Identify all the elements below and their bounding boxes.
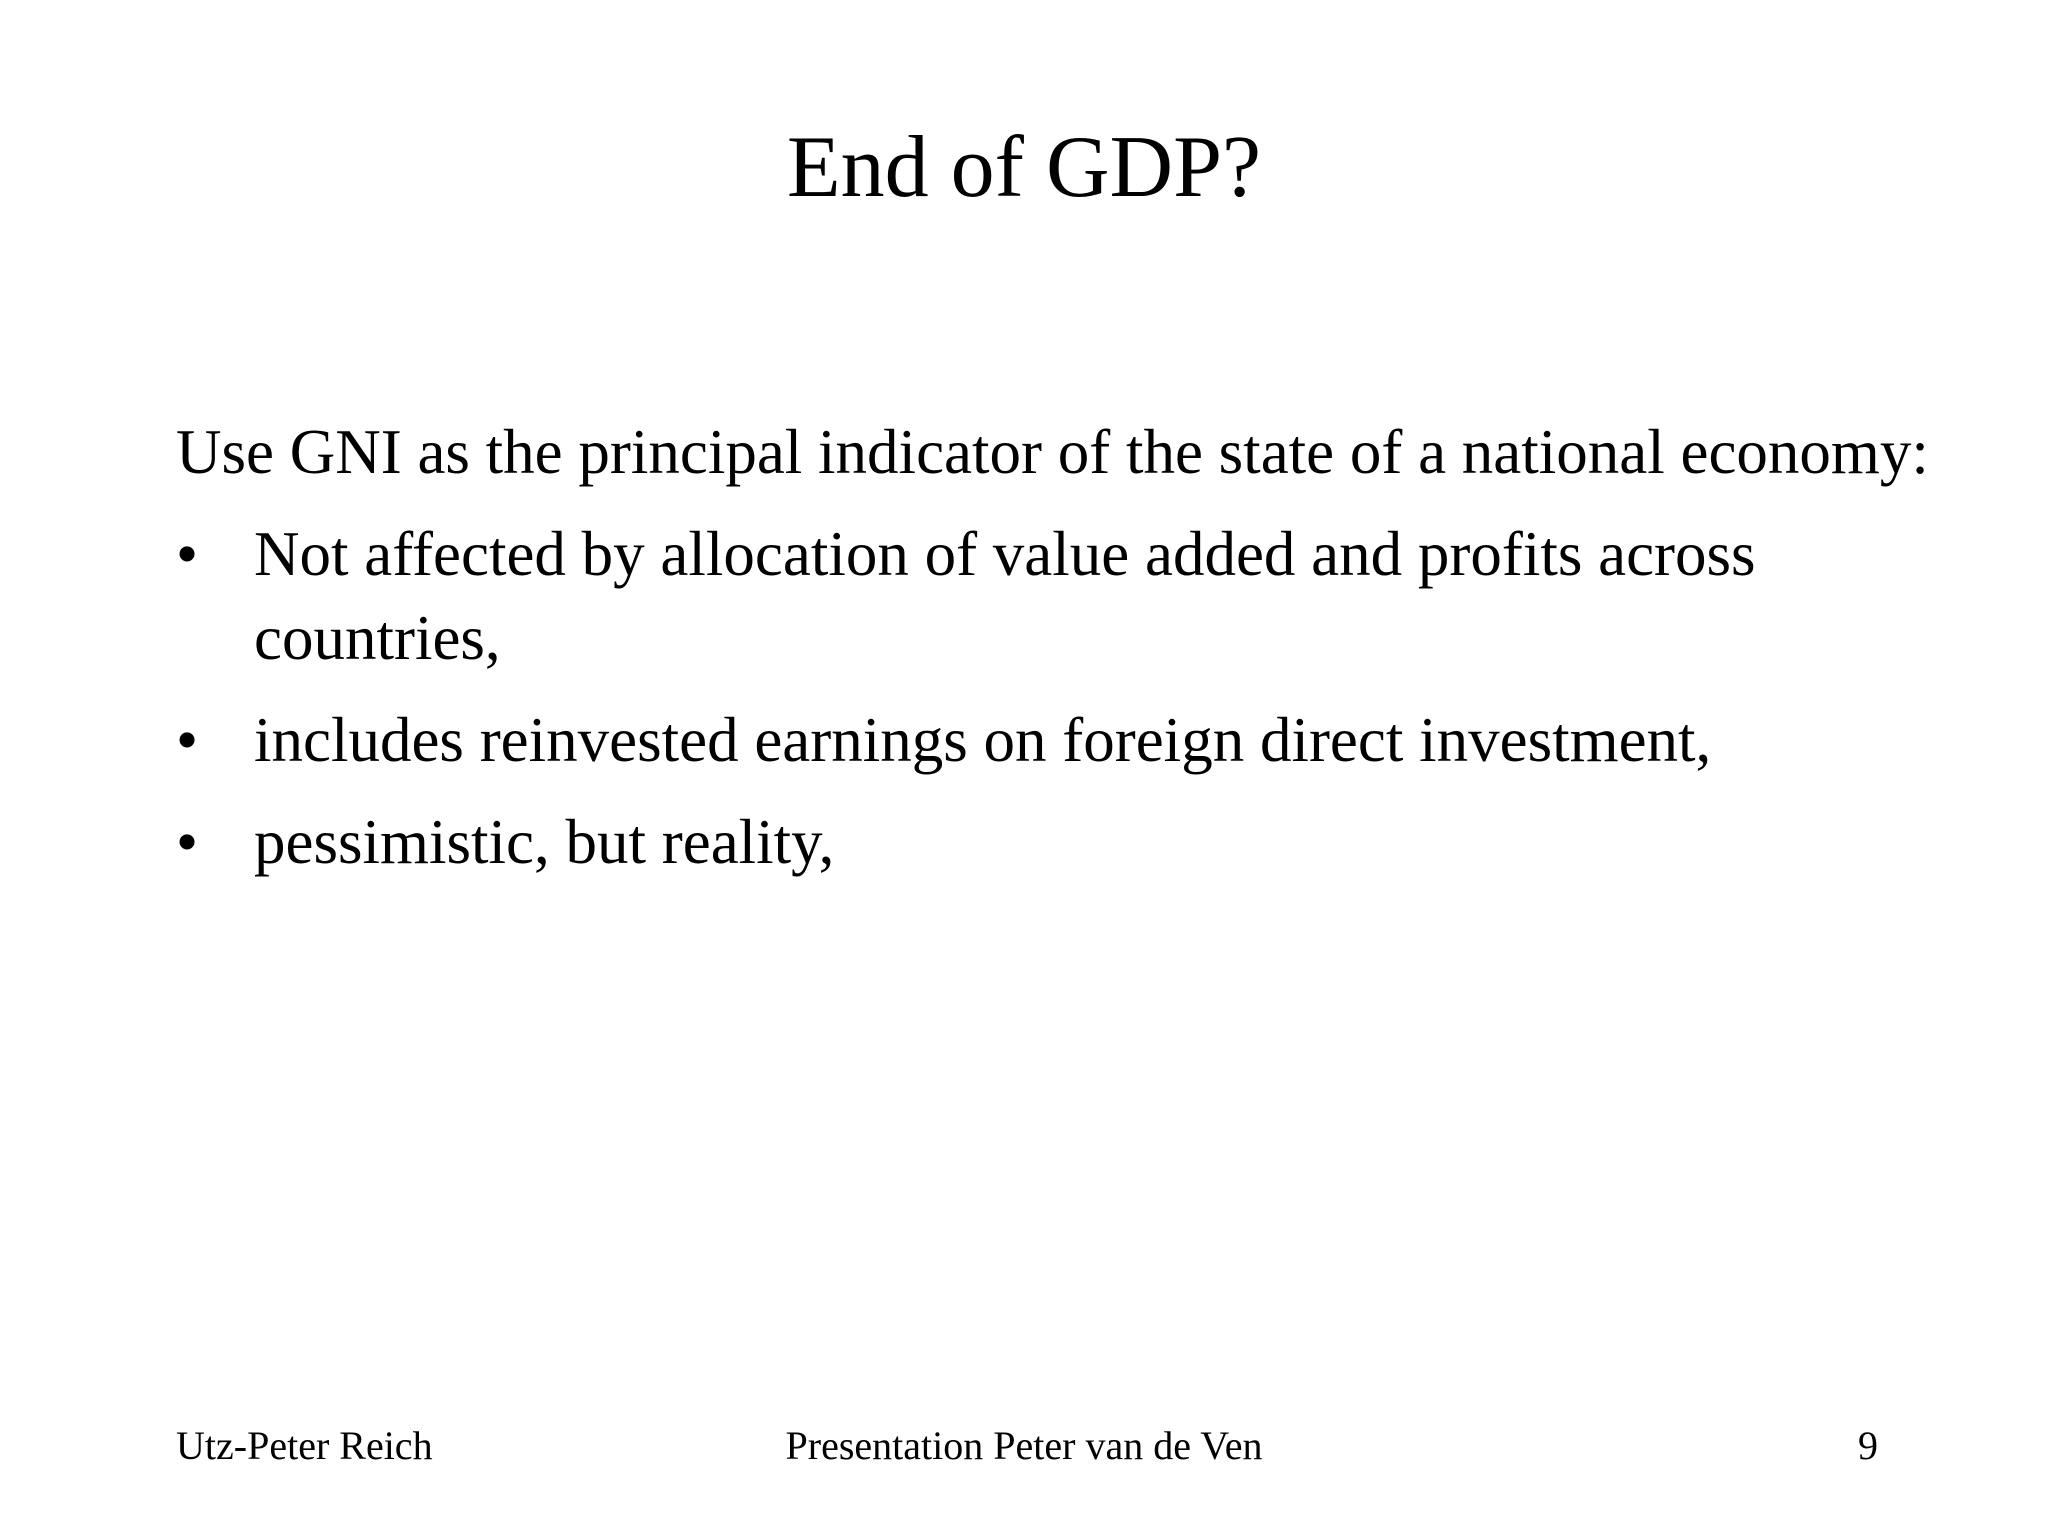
slide-page-number: 9 [1858,1423,1878,1468]
bullet-marker: • [176,519,199,589]
bullet-text: pessimistic, but reality, [254,807,835,877]
intro-paragraph: Use GNI as the principal indicator of the state of a national economy: [176,417,1929,487]
bullet-text: includes reinvested earnings on foreign direct investment, [254,705,1712,775]
slide-title: End of GDP? [786,119,1262,216]
bullet-item-reinvested-earnings [176,698,1936,782]
bullet-marker: • [176,807,199,877]
bullet-item-not-affected [176,512,1936,680]
footer-presentation-title: Presentation Peter van de Ven [785,1423,1263,1468]
bullet-list [176,512,1936,884]
slide-body [176,410,1936,902]
bullet-item-pessimistic [176,800,1936,884]
bullet-text: Not affected by allocation of value added and profits across countries, [254,519,1756,673]
bullet-marker: • [176,705,199,775]
footer-author: Utz-Peter Reich [176,1423,433,1468]
